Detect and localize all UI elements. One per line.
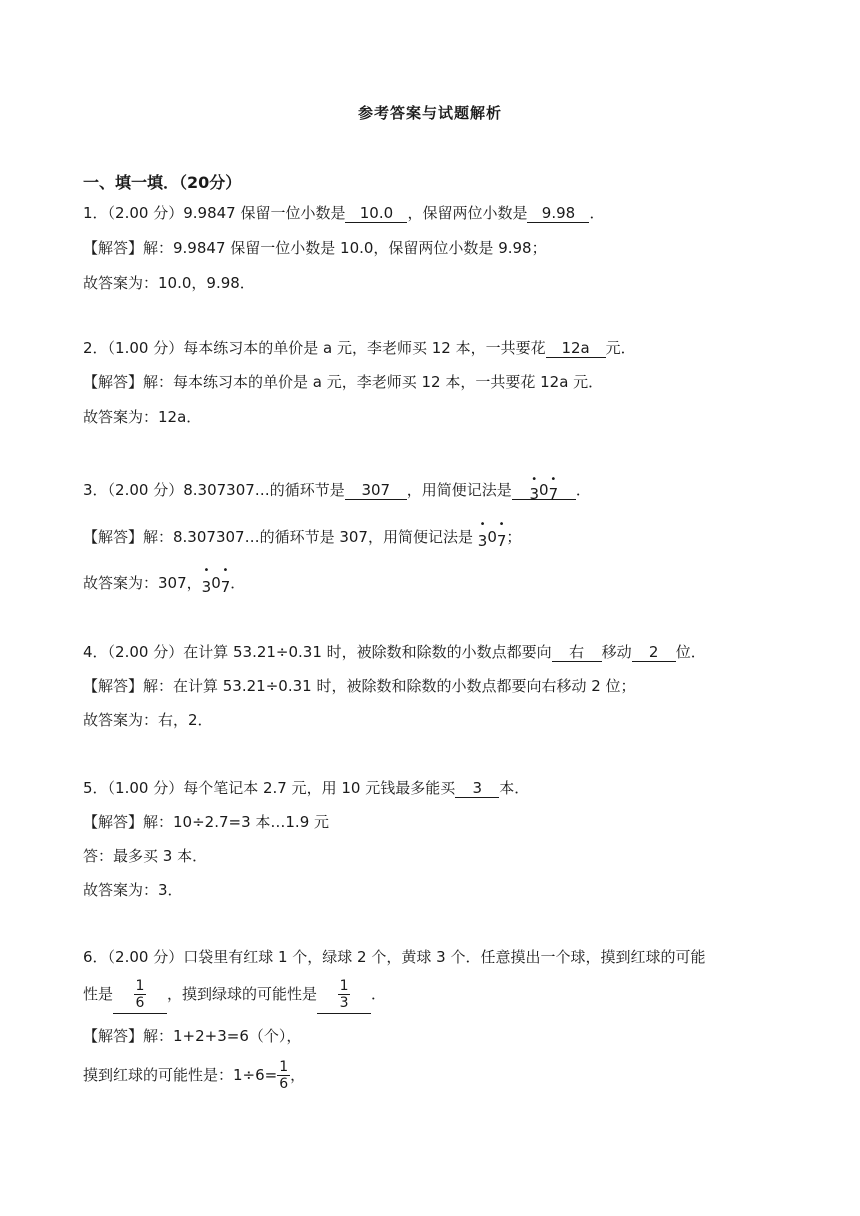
q4-stem-text: 4．（2.00 分）在计算 53.21÷0.31 时，被除数和除数的小数点都要向 <box>83 643 552 661</box>
q3-blank-1: 307 <box>345 481 407 500</box>
q1-stem-end: ． <box>589 204 605 222</box>
repeating-digit-last <box>496 519 507 550</box>
q1-blank-1: 10.0 <box>345 204 407 223</box>
q4-answer: 【解答】解：在计算 53.21÷0.31 时，被除数和除数的小数点都要向右移动 2 位； <box>83 677 636 695</box>
repeat-dot-icon: • <box>550 474 557 485</box>
fraction-numerator: 1 <box>339 978 349 994</box>
digit: 0 <box>487 528 497 546</box>
q3-stem-text-2: ，用简便记法是 <box>406 481 512 499</box>
q3-stem-end: ． <box>575 481 591 499</box>
q2-stem <box>83 337 636 359</box>
q6-final <box>83 1053 305 1097</box>
q6-stem-text: 性是 <box>83 985 114 1003</box>
repeating-digit-first <box>477 519 488 550</box>
q3-stem-text: 3．（2.00 分）8.307307…的循环节是 <box>83 481 345 499</box>
q6-final-text: 摸到红球的可能性是：1÷6= <box>83 1066 278 1084</box>
repeat-dot-icon: • <box>498 519 505 530</box>
digit: 7 <box>220 578 231 596</box>
q3-answer-end: ； <box>506 528 522 546</box>
fraction-denominator: 6 <box>135 995 145 1011</box>
repeating-digit-first <box>529 474 540 503</box>
repeat-dot-icon: • <box>222 565 229 576</box>
q1-stem <box>83 202 605 224</box>
q5-final: 故答案为：3． <box>83 881 183 899</box>
q3-answer <box>83 519 522 550</box>
q4-stem <box>83 641 706 663</box>
fraction-numerator: 1 <box>279 1059 289 1075</box>
q6-answer: 【解答】解：1+2+3=6（个）， <box>83 1027 302 1045</box>
q3-stem <box>83 474 591 503</box>
q6-stem-line2 <box>83 972 386 1016</box>
q3-final-text: 故答案为：307， <box>83 574 202 592</box>
q1-final: 故答案为：10.0，9.98． <box>83 274 255 292</box>
q6-stem-end: ． <box>371 985 387 1003</box>
q4-stem-end: 位． <box>675 643 706 661</box>
q1-stem-text: 1．（2.00 分）9.9847 保留一位小数是 <box>83 204 346 222</box>
q5-stem <box>83 777 529 799</box>
repeat-dot-icon: • <box>203 565 210 576</box>
fraction-numerator: 1 <box>135 978 145 994</box>
digit: 3 <box>477 532 488 550</box>
repeating-digit-first <box>201 565 212 596</box>
q6-blank-2 <box>317 975 371 1014</box>
fraction-denominator: 6 <box>279 1076 289 1092</box>
q5-stem-end: 本． <box>499 779 530 797</box>
q6-blank-1 <box>113 975 167 1014</box>
repeat-dot-icon: • <box>479 519 486 530</box>
q1-stem-text-2: ，保留两位小数是 <box>407 204 528 222</box>
q3-final <box>83 565 246 596</box>
digit: 7 <box>496 532 507 550</box>
digit: 3 <box>201 578 212 596</box>
repeating-digit-last <box>548 474 559 503</box>
q4-blank-2: 2 <box>632 643 676 662</box>
q5-blank-1: 3 <box>455 779 499 798</box>
digit: 3 <box>529 485 540 503</box>
repeat-dot-icon: • <box>531 474 538 485</box>
q5-stem-text: 5．（1.00 分）每个笔记本 2.7 元，用 10 元钱最多能买 <box>83 779 456 797</box>
q2-stem-text: 2．（1.00 分）每本练习本的单价是 a 元，李老师买 12 本，一共要花 <box>83 339 546 357</box>
q4-blank-1: 右 <box>552 643 602 662</box>
q2-stem-end: 元． <box>605 339 636 357</box>
q1-answer: 【解答】解：9.9847 保留一位小数是 10.0，保留两位小数是 9.98； <box>83 239 547 257</box>
q6-final-end: ， <box>290 1066 306 1084</box>
fraction <box>338 978 351 1011</box>
q3-final-end: ． <box>230 574 246 592</box>
section-heading: 一、填一填．（20分） <box>83 173 242 192</box>
q4-final: 故答案为：右，2． <box>83 711 213 729</box>
q2-final: 故答案为：12a． <box>83 408 202 426</box>
digit: 7 <box>548 485 559 503</box>
q6-stem-text-2: ，摸到绿球的可能性是 <box>167 985 318 1003</box>
q5-answer: 【解答】解：10÷2.7=3 本…1.9 元 <box>83 813 330 831</box>
digit: 0 <box>539 481 549 499</box>
q2-answer: 【解答】解：每本练习本的单价是 a 元，李老师买 12 本，一共要花 12a 元． <box>83 373 604 391</box>
digit: 0 <box>211 574 221 592</box>
q6-stem-line1: 6．（2.00 分）口袋里有红球 1 个，绿球 2 个，黄球 3 个．任意摸出一个球，摸到红球的可能 <box>83 948 706 966</box>
q2-blank-1: 12a <box>546 339 606 358</box>
page-title: 参考答案与试题解析 <box>357 104 502 122</box>
q3-blank-2 <box>512 474 576 503</box>
q4-stem-text-2: 移动 <box>601 643 632 661</box>
q3-answer-text: 【解答】解：8.307307…的循环节是 307，用简便记法是 <box>83 528 473 546</box>
q5-reply: 答：最多买 3 本． <box>83 847 208 865</box>
repeating-digit-last <box>220 565 231 596</box>
fraction <box>277 1059 290 1092</box>
fraction <box>134 978 147 1011</box>
q1-blank-2: 9.98 <box>527 204 589 223</box>
fraction-denominator: 3 <box>339 995 349 1011</box>
